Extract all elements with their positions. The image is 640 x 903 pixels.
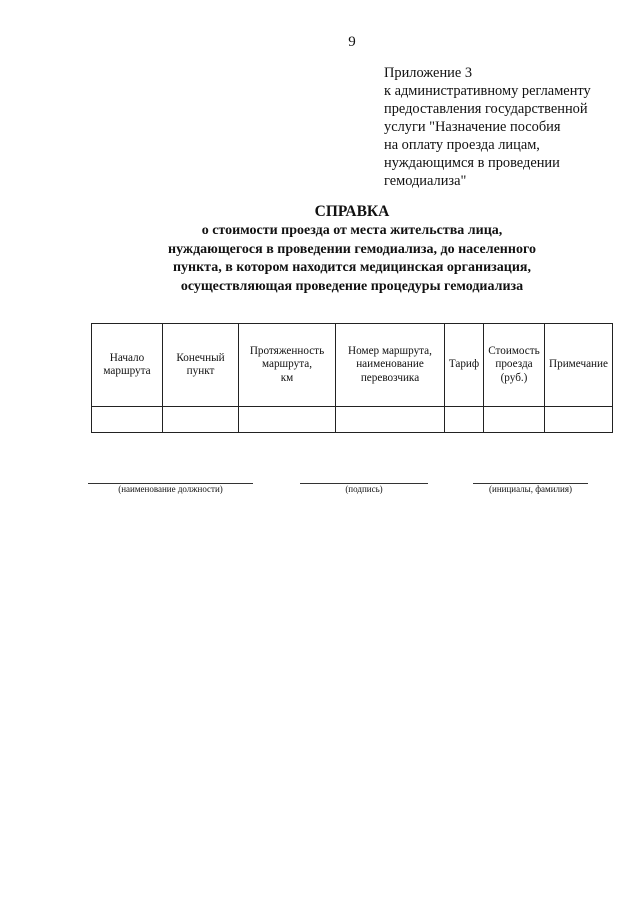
- table-cell: [239, 407, 336, 433]
- column-header-end-point: Конечный пункт: [163, 324, 239, 407]
- table-header-row: [92, 324, 613, 407]
- column-header-tariff: Тариф: [445, 324, 484, 407]
- position-caption: (наименование должности): [118, 484, 223, 494]
- document-title: СПРАВКА: [314, 203, 390, 220]
- signature-caption: (подпись): [345, 484, 383, 494]
- table-row: [92, 407, 613, 433]
- route-cost-table: [91, 323, 613, 433]
- appendix-line: предоставления государственной: [384, 101, 588, 117]
- column-header-route-start: Начало маршрута: [92, 324, 163, 407]
- subtitle-line: о стоимости проезда от места жительства лица,: [201, 223, 503, 238]
- document-subtitle: [0, 222, 640, 297]
- column-header-route-number: Номер маршрута, наименование перевозчика: [336, 324, 445, 407]
- appendix-note: [384, 64, 634, 190]
- subtitle-line: пункта, в котором находится медицинская организация,: [172, 260, 532, 276]
- appendix-line: нуждающимся в проведении: [384, 155, 560, 171]
- table-cell: [163, 407, 239, 433]
- name-caption: (инициалы, фамилия): [489, 484, 572, 494]
- column-header-note: Примечание: [545, 324, 613, 407]
- appendix-line: гемодиализа": [384, 173, 467, 189]
- subtitle-line: нуждающегося в проведении гемодиализа, до населенного: [168, 241, 536, 257]
- appendix-line: к административному регламенту: [384, 83, 591, 99]
- table-cell: [445, 407, 484, 433]
- column-header-fare-cost: Стоимость проезда (руб.): [484, 324, 545, 407]
- table-cell: [484, 407, 545, 433]
- subtitle-line: осуществляющая проведение процедуры гемодиализа: [180, 279, 524, 295]
- appendix-line: услуги "Назначение пособия: [384, 119, 561, 135]
- table-cell: [545, 407, 613, 433]
- appendix-line: Приложение 3: [384, 65, 473, 81]
- table-cell: [92, 407, 163, 433]
- table-cell: [336, 407, 445, 433]
- appendix-line: на оплату проезда лицам,: [384, 137, 540, 153]
- column-header-route-length: Протяженность маршрута, км: [239, 324, 336, 407]
- page-number: 9: [348, 34, 356, 50]
